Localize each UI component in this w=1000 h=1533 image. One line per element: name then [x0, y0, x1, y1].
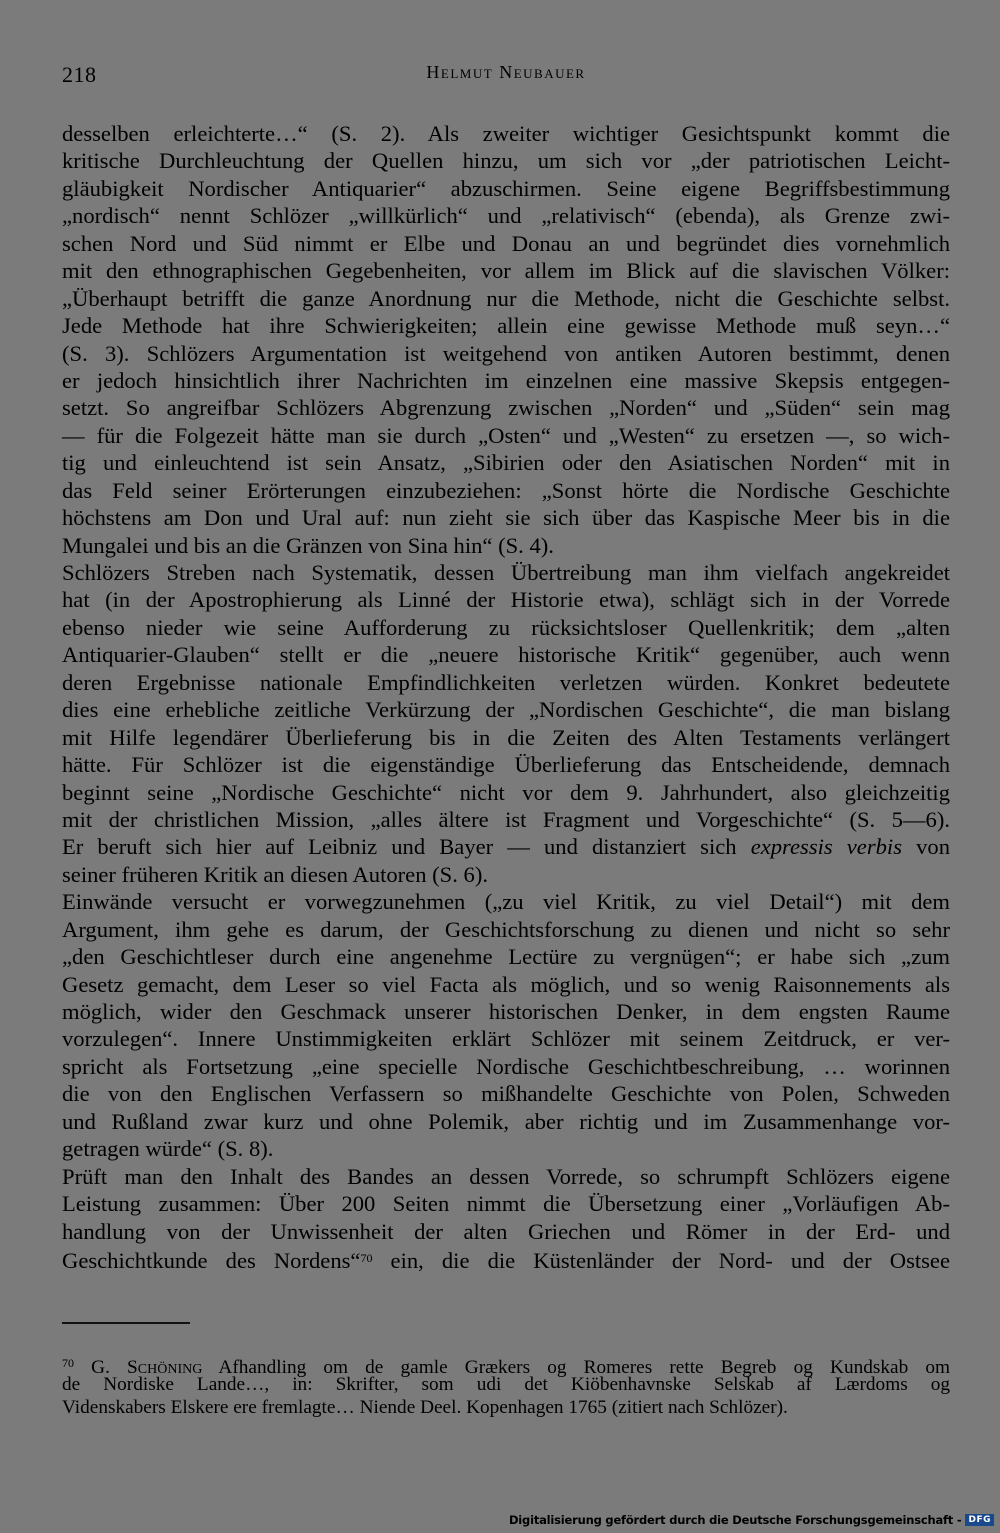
- text-line: Argument, ihm gehe es darum, der Geschichtsforschung zu dienen und nicht so sehr: [62, 916, 950, 942]
- text-segment: ein, die die Küstenländer der Nord- und der Ostsee: [372, 1247, 950, 1273]
- text-line: mit den ethnographischen Gegebenheiten, vor allem im Blick auf die slavischen Völker:: [62, 258, 950, 284]
- credit-text: Digitalisierung gefördert durch die Deutsche Forschungsgemeinschaft -: [508, 1513, 962, 1527]
- text-line: ebenso nieder wie seine Aufforderung zu rücksichtsloser Quellenkritik; dem „alten: [62, 614, 950, 640]
- footnote-line: Videnskabers Elskere ere fremlagte… Niende Deel. Kopenhagen 1765 (zitiert nach Schlözer).: [62, 1396, 788, 1418]
- text-line: er jedoch hinsichtlich ihrer Nachrichten im einzelnen eine massive Skepsis entgegen-: [62, 367, 950, 393]
- text-segment: von: [902, 834, 950, 860]
- footnote-divider: [62, 1322, 190, 1324]
- text-line: gläubigkeit Nordischer Antiquarier“ abzuschirmen. Seine eigene Begriffsbestimmung: [62, 175, 950, 201]
- text-line: deren Ergebnisse nationale Empfindlichkeiten verletzen würden. Konkret bedeutete: [62, 669, 950, 695]
- text-line: Einwände versucht er vorwegzunehmen („zu viel Kritik, zu viel Detail“) mit dem: [62, 889, 950, 915]
- footnote-line: de Nordiske Lande…, in: Skrifter, som udi det Kiöbenhavnske Selskab af Lærdoms og: [62, 1374, 950, 1396]
- text-line: Leistung zusammen: Über 200 Seiten nimmt die Übersetzung einer „Vorläufigen Ab-: [62, 1191, 950, 1217]
- running-title: Helmut Neubauer: [426, 62, 586, 82]
- text-line: getragen würde“ (S. 8).: [62, 1136, 274, 1162]
- text-line: möglich, wider den Geschmack unserer historischen Denker, in dem engsten Raume: [62, 999, 950, 1024]
- text-line: vorzulegen“. Innere Unstimmigkeiten erklärt Schlözer mit seinem Zeitdruck, er ver-: [62, 1026, 950, 1052]
- text-line: Gesetz gemacht, dem Leser so viel Facta als möglich, und so wenig Raisonnements als: [62, 971, 950, 997]
- text-line-with-italic: [62, 833, 950, 860]
- text-line: beginnt seine „Nordische Geschichte“ nicht vor dem 9. Jahrhundert, also gleichzeitig: [62, 779, 950, 805]
- text-line: Schlözers Streben nach Systematik, dessen Übertreibung man ihm vielfach angekreidet: [62, 560, 950, 585]
- text-line: (S. 3). Schlözers Argumentation ist weitgehend von antiken Autoren bestimmt, denen: [62, 340, 950, 366]
- footnote-line: [62, 1352, 950, 1378]
- footnote-author: G. Schöning: [91, 1357, 203, 1378]
- text-line: desselben erleichterte…“ (S. 2). Als zweiter wichtiger Gesichtspunkt kommt die: [62, 121, 950, 146]
- text-line: „nordisch“ nennt Schlözer „willkürlich“ und „relativisch“ (ebenda), als Grenze zwi-: [62, 203, 950, 229]
- text-line: „Überhaupt betrifft die ganze Anordnung nur die Methode, nicht die Geschichte selbst.: [62, 285, 950, 311]
- page-number: 218: [62, 62, 97, 87]
- dfg-logo-icon: DFG: [965, 1514, 994, 1526]
- text-line: Prüft man den Inhalt des Bandes an dessen Vorrede, so schrumpft Schlözers eigene: [62, 1163, 950, 1189]
- text-line: mit der christlichen Mission, „alles ältere ist Fragment und Vorgeschichte“ (S. 5—6).: [62, 806, 950, 832]
- text-line: Jede Methode hat ihre Schwierigkeiten; allein eine gewisse Methode muß seyn…“: [62, 313, 950, 339]
- text-line-with-footnote-ref: [62, 1245, 950, 1272]
- text-line: hat (in der Apostrophierung als Linné der Historie etwa), schlägt sich in der Vorrede: [62, 587, 950, 613]
- text-line: „den Geschichtleser durch eine angenehme Lectüre zu vergnügen“; er habe sich „zum: [62, 944, 950, 970]
- text-line: höchstens am Don und Ural auf: nun zieht sie sich über das Kaspische Meer bis in die: [62, 505, 950, 531]
- text-line: setzt. So angreifbar Schlözers Abgrenzung zwischen „Norden“ und „Süden“ sein mag: [62, 395, 950, 421]
- text-line: Mungalei und bis an die Gränzen von Sina hin“ (S. 4).: [62, 532, 554, 558]
- text-line: die von den Englischen Verfassern so mißhandelte Geschichte von Polen, Schweden: [62, 1081, 950, 1107]
- text-line: handlung von der Unwissenheit der alten Griechen und Römer in der Erd- und: [62, 1218, 950, 1244]
- footnote-reference: 70: [360, 1250, 373, 1265]
- footnote-number: 70: [62, 1356, 74, 1370]
- text-line: und Rußland zwar kurz und ohne Polemik, aber richtig und im Zusammenhange vor-: [62, 1108, 950, 1134]
- text-line: mit Hilfe legendärer Überlieferung bis in die Zeiten des Alten Testaments verlängert: [62, 724, 950, 750]
- text-line: — für die Folgezeit hätte man sie durch „Osten“ und „Westen“ zu ersetzen —, so wich-: [62, 422, 950, 448]
- footnote-block: [62, 1352, 950, 1419]
- text-line: dies eine erhebliche zeitliche Verkürzung der „Nordischen Geschichte“, die man bislang: [62, 697, 950, 723]
- body-text: [62, 120, 950, 1272]
- text-line: hätte. Für Schlözer ist die eigenständige Überlieferung das Entscheidende, demnach: [62, 752, 950, 778]
- text-segment: Geschichtkunde des Nordens“: [62, 1247, 361, 1273]
- text-line: schen Nord und Süd nimmt er Elbe und Donau an und begründet dies vornehmlich: [62, 230, 950, 256]
- text-segment: Afhandling om de gamle Grækers og Romeres rette Begreb og Kundskab om: [202, 1357, 950, 1378]
- digitization-credit: [509, 1513, 994, 1527]
- text-line: seiner früheren Kritik an diesen Autoren (S. 6).: [62, 861, 489, 887]
- text-segment: Er beruft sich hier auf Leibniz und Bayer — und distanziert sich: [62, 834, 737, 860]
- text-line: spricht als Fortsetzung „eine specielle Nordische Geschichtbeschreibung, … worinnen: [62, 1053, 950, 1079]
- text-line: das Feld seiner Erörterungen einzubeziehen: „Sonst hörte die Nordische Geschichte: [62, 477, 950, 503]
- page-header: [62, 62, 950, 92]
- text-line: kritische Durchleuchtung der Quellen hinzu, um sich vor „der patriotischen Leicht-: [62, 148, 950, 174]
- text-line: Antiquarier-Glauben“ stellt er die „neuere historische Kritik“ gegenüber, auch wenn: [62, 642, 950, 668]
- italic-phrase: expressis verbis: [750, 834, 902, 860]
- text-line: tig und einleuchtend ist sein Ansatz, „Sibirien oder den Asiatischen Norden“ mit in: [62, 450, 950, 476]
